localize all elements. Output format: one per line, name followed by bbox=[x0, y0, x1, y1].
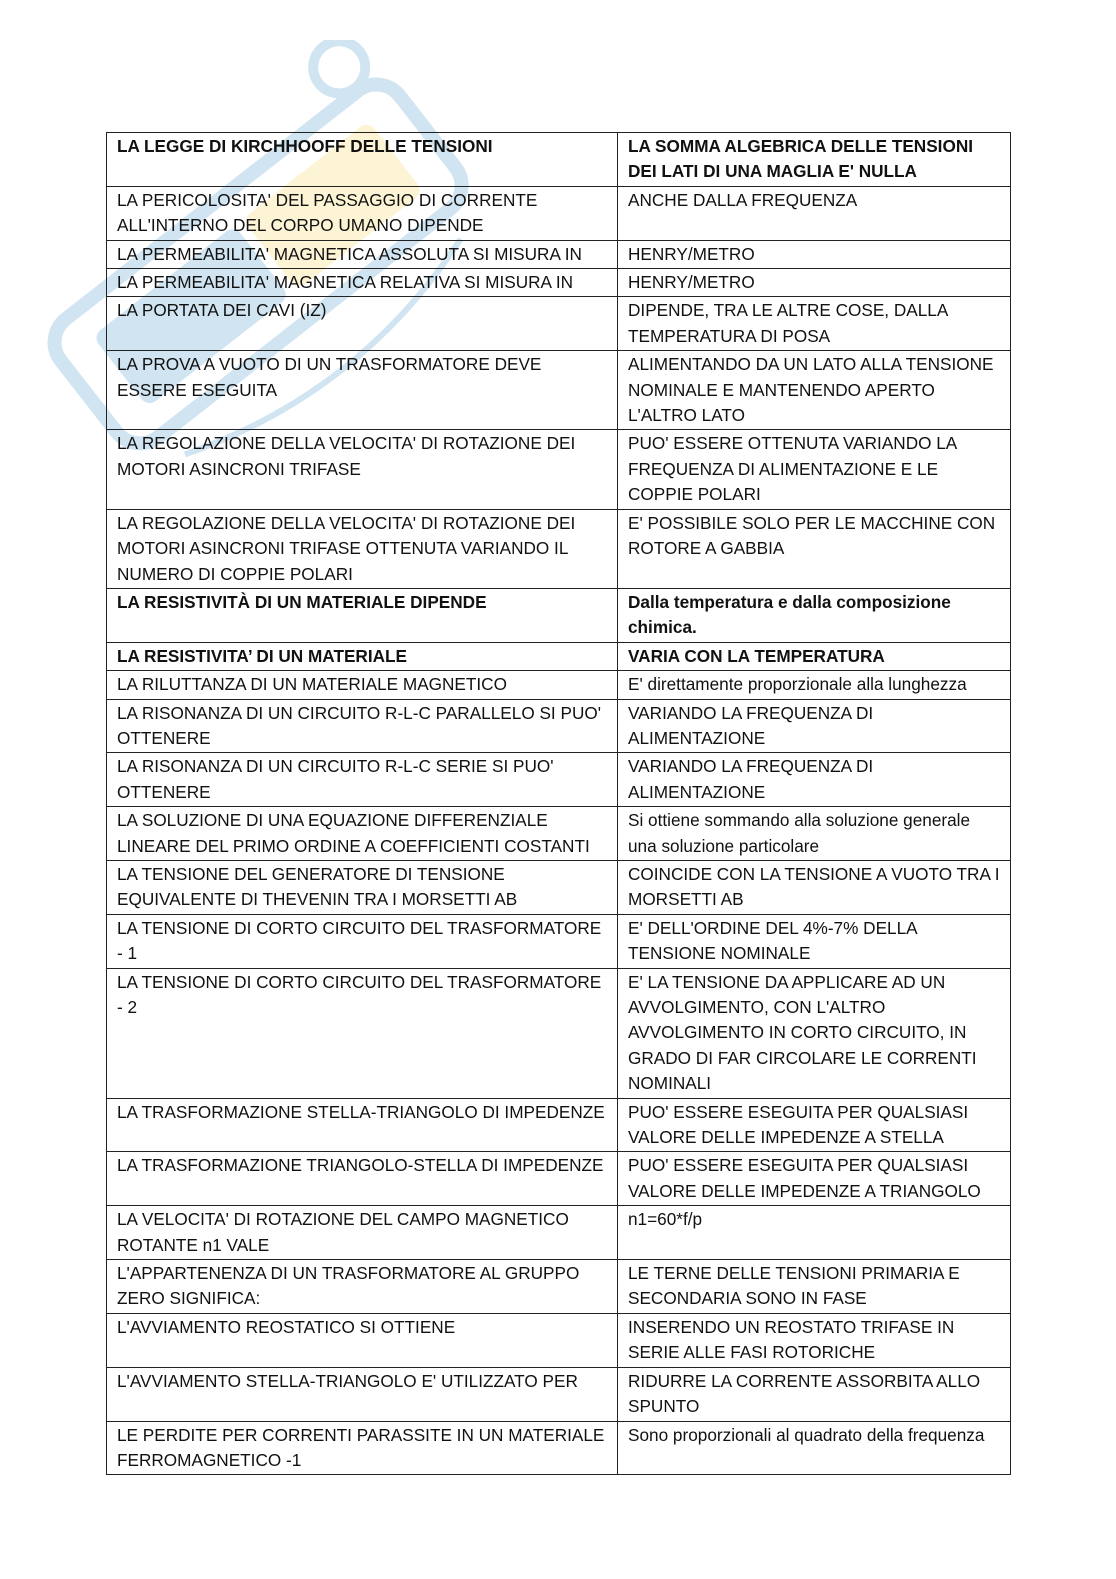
qa-table bbox=[106, 132, 1011, 1475]
table-row bbox=[107, 133, 1011, 187]
table-row bbox=[107, 1260, 1011, 1314]
answer-cell: RIDURRE LA CORRENTE ASSORBITA ALLO SPUNTO bbox=[618, 1367, 1011, 1421]
answer-cell: DIPENDE, TRA LE ALTRE COSE, DALLA TEMPERATURA DI POSA bbox=[618, 297, 1011, 351]
answer-cell: LA SOMMA ALGEBRICA DELLE TENSIONI DEI LATI DI UNA MAGLIA E' NULLA bbox=[618, 133, 1011, 187]
answer-cell: ALIMENTANDO DA UN LATO ALLA TENSIONE NOMINALE E MANTENENDO APERTO L'ALTRO LATO bbox=[618, 351, 1011, 430]
table-row bbox=[107, 240, 1011, 268]
answer-cell: Si ottiene sommando alla soluzione generale una soluzione particolare bbox=[618, 807, 1011, 861]
question-cell: LA LEGGE DI KIRCHHOOFF DELLE TENSIONI bbox=[107, 133, 618, 187]
question-cell: LA TRASFORMAZIONE STELLA-TRIANGOLO DI IMPEDENZE bbox=[107, 1098, 618, 1152]
table-row bbox=[107, 1421, 1011, 1475]
table-row bbox=[107, 753, 1011, 807]
question-cell: L'AVVIAMENTO STELLA-TRIANGOLO E' UTILIZZATO PER bbox=[107, 1367, 618, 1421]
answer-cell: E' POSSIBILE SOLO PER LE MACCHINE CON ROTORE A GABBIA bbox=[618, 509, 1011, 588]
answer-cell: n1=60*f/p bbox=[618, 1206, 1011, 1260]
answer-cell: LE TERNE DELLE TENSIONI PRIMARIA E SECONDARIA SONO IN FASE bbox=[618, 1260, 1011, 1314]
question-cell: LA PERMEABILITA' MAGNETICA ASSOLUTA SI MISURA IN bbox=[107, 240, 618, 268]
question-cell: LA RISONANZA DI UN CIRCUITO R-L-C SERIE SI PUO' OTTENERE bbox=[107, 753, 618, 807]
answer-cell: HENRY/METRO bbox=[618, 269, 1011, 297]
question-cell: LA REGOLAZIONE DELLA VELOCITA' DI ROTAZIONE DEI MOTORI ASINCRONI TRIFASE bbox=[107, 430, 618, 509]
question-cell: L'AVVIAMENTO REOSTATICO SI OTTIENE bbox=[107, 1313, 618, 1367]
question-cell: LA PERICOLOSITA' DEL PASSAGGIO DI CORRENTE ALL'INTERNO DEL CORPO UMANO DIPENDE bbox=[107, 186, 618, 240]
table-row bbox=[107, 509, 1011, 588]
question-cell: LA REGOLAZIONE DELLA VELOCITA' DI ROTAZIONE DEI MOTORI ASINCRONI TRIFASE OTTENUTA VARIANDO IL NUMERO DI COPPIE POLARI bbox=[107, 509, 618, 588]
question-cell: LA RILUTTANZA DI UN MATERIALE MAGNETICO bbox=[107, 671, 618, 699]
table-row bbox=[107, 642, 1011, 670]
question-cell: LA PORTATA DEI CAVI (IZ) bbox=[107, 297, 618, 351]
question-cell: LA TENSIONE DEL GENERATORE DI TENSIONE EQUIVALENTE DI THEVENIN TRA I MORSETTI AB bbox=[107, 860, 618, 914]
table-row bbox=[107, 1098, 1011, 1152]
question-cell: LA TRASFORMAZIONE TRIANGOLO-STELLA DI IMPEDENZE bbox=[107, 1152, 618, 1206]
question-cell: L'APPARTENENZA DI UN TRASFORMATORE AL GRUPPO ZERO SIGNIFICA: bbox=[107, 1260, 618, 1314]
answer-cell: E' direttamente proporzionale alla lunghezza bbox=[618, 671, 1011, 699]
question-cell: LE PERDITE PER CORRENTI PARASSITE IN UN MATERIALE FERROMAGNETICO -1 bbox=[107, 1421, 618, 1475]
table-row bbox=[107, 588, 1011, 642]
table-row bbox=[107, 699, 1011, 753]
table-row bbox=[107, 860, 1011, 914]
answer-cell: PUO' ESSERE ESEGUITA PER QUALSIASI VALORE DELLE IMPEDENZE A TRIANGOLO bbox=[618, 1152, 1011, 1206]
question-cell: LA PERMEABILITA' MAGNETICA RELATIVA SI MISURA IN bbox=[107, 269, 618, 297]
table-row bbox=[107, 1313, 1011, 1367]
table-row bbox=[107, 351, 1011, 430]
question-cell: LA RESISTIVITA’ DI UN MATERIALE bbox=[107, 642, 618, 670]
table-row bbox=[107, 914, 1011, 968]
table-row bbox=[107, 1206, 1011, 1260]
answer-cell: PUO' ESSERE ESEGUITA PER QUALSIASI VALORE DELLE IMPEDENZE A STELLA bbox=[618, 1098, 1011, 1152]
answer-cell: E' LA TENSIONE DA APPLICARE AD UN AVVOLGIMENTO, CON L'ALTRO AVVOLGIMENTO IN CORTO CIRCUITO, IN GRADO DI FAR CIRCOLARE LE CORRENTI NOMINALI bbox=[618, 968, 1011, 1098]
table-row bbox=[107, 430, 1011, 509]
question-cell: LA PROVA A VUOTO DI UN TRASFORMATORE DEVE ESSERE ESEGUITA bbox=[107, 351, 618, 430]
table-row bbox=[107, 807, 1011, 861]
table-row bbox=[107, 671, 1011, 699]
answer-cell: COINCIDE CON LA TENSIONE A VUOTO TRA I MORSETTI AB bbox=[618, 860, 1011, 914]
table-row bbox=[107, 1152, 1011, 1206]
table-row bbox=[107, 269, 1011, 297]
qa-table-body bbox=[107, 133, 1011, 1475]
question-cell: LA RISONANZA DI UN CIRCUITO R-L-C PARALLELO SI PUO' OTTENERE bbox=[107, 699, 618, 753]
question-cell: LA TENSIONE DI CORTO CIRCUITO DEL TRASFORMATORE - 2 bbox=[107, 968, 618, 1098]
answer-cell: VARIANDO LA FREQUENZA DI ALIMENTAZIONE bbox=[618, 753, 1011, 807]
answer-cell: INSERENDO UN REOSTATO TRIFASE IN SERIE ALLE FASI ROTORICHE bbox=[618, 1313, 1011, 1367]
answer-cell: HENRY/METRO bbox=[618, 240, 1011, 268]
answer-cell: Sono proporzionali al quadrato della frequenza bbox=[618, 1421, 1011, 1475]
table-row bbox=[107, 968, 1011, 1098]
question-cell: LA TENSIONE DI CORTO CIRCUITO DEL TRASFORMATORE - 1 bbox=[107, 914, 618, 968]
table-row bbox=[107, 297, 1011, 351]
question-cell: LA VELOCITA' DI ROTAZIONE DEL CAMPO MAGNETICO ROTANTE n1 VALE bbox=[107, 1206, 618, 1260]
table-row bbox=[107, 186, 1011, 240]
answer-cell: Dalla temperatura e dalla composizione chimica. bbox=[618, 588, 1011, 642]
question-cell: LA RESISTIVITÀ DI UN MATERIALE DIPENDE bbox=[107, 588, 618, 642]
answer-cell: PUO' ESSERE OTTENUTA VARIANDO LA FREQUENZA DI ALIMENTAZIONE E LE COPPIE POLARI bbox=[618, 430, 1011, 509]
answer-cell: ANCHE DALLA FREQUENZA bbox=[618, 186, 1011, 240]
answer-cell: E' DELL'ORDINE DEL 4%-7% DELLA TENSIONE NOMINALE bbox=[618, 914, 1011, 968]
table-row bbox=[107, 1367, 1011, 1421]
answer-cell: VARIANDO LA FREQUENZA DI ALIMENTAZIONE bbox=[618, 699, 1011, 753]
answer-cell: VARIA CON LA TEMPERATURA bbox=[618, 642, 1011, 670]
question-cell: LA SOLUZIONE DI UNA EQUAZIONE DIFFERENZIALE LINEARE DEL PRIMO ORDINE A COEFFICIENTI COSTANTI bbox=[107, 807, 618, 861]
